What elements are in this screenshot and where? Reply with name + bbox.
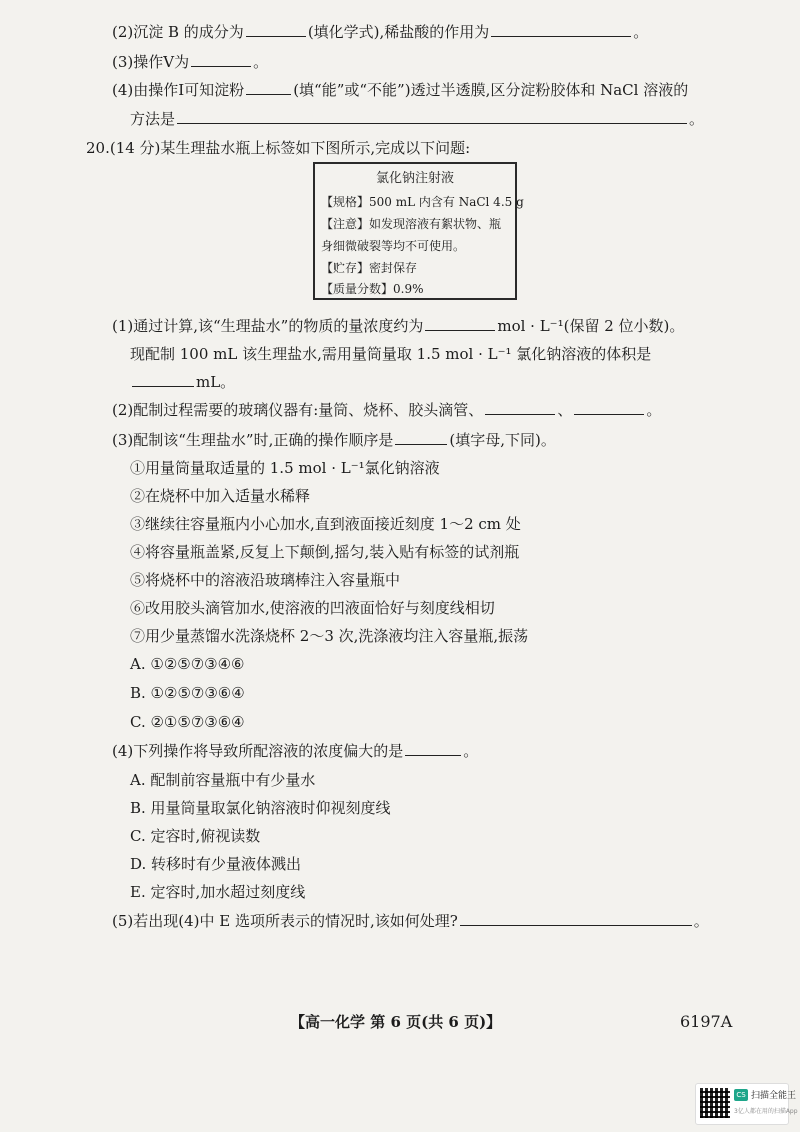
answer-blank[interactable]	[246, 22, 306, 37]
answer-blank[interactable]	[491, 22, 631, 37]
q20-part1-line3: mL。	[130, 372, 235, 392]
step-item: ⑤将烧杯中的溶液沿玻璃棒注入容量瓶中	[130, 571, 401, 589]
q20-part1-line: (1)通过计算,该“生理盐水”的物质的量浓度约为 mol · L⁻¹(保留 2 位小数)。	[112, 317, 685, 335]
answer-blank[interactable]	[425, 316, 495, 331]
q20-part3-line: (3)配制该“生理盐水”时,正确的操作顺序是 (填字母,下同)。	[112, 431, 556, 449]
label-title: 氯化钠注射液	[375, 171, 454, 186]
answer-blank[interactable]	[191, 52, 251, 67]
q20-part2-line: (2)配制过程需要的玻璃仪器有:量筒、烧杯、胶头滴管、 、 。	[112, 401, 662, 419]
answer-blank[interactable]	[405, 741, 461, 756]
answer-blank[interactable]	[177, 109, 687, 124]
label-note-line2: 身细微破裂等均不可使用。	[321, 239, 466, 253]
q20-part1-line2: 现配制 100 mL 该生理盐水,需用量筒量取 1.5 mol · L⁻¹ 氯化钠溶液的体积是	[130, 345, 652, 363]
step-item: ⑦用少量蒸馏水洗涤烧杯 2～3 次,洗涤液均注入容量瓶,振荡	[130, 627, 529, 645]
option-item: A. 配制前容量瓶中有少量水	[130, 771, 316, 789]
page-footer-title: 【高一化学 第 6 页(共 6 页)】	[290, 1013, 502, 1031]
camscanner-logo-icon: CS	[734, 1089, 748, 1101]
step-item: ②在烧杯中加入适量水稀释	[130, 487, 311, 505]
option-item: D. 转移时有少量液体溅出	[130, 855, 302, 873]
option-item: E. 定容时,加水超过刻度线	[130, 883, 306, 901]
option-item: B. ①②⑤⑦③⑥④	[130, 684, 245, 702]
q19-part4-text: (4)由操作Ⅰ可知淀粉	[112, 81, 245, 99]
q20-part4-line: (4)下列操作将导致所配溶液的浓度偏大的是 。	[112, 742, 479, 760]
q19-part2-text: (2)沉淀 B 的成分为	[112, 23, 244, 41]
q19-part4-line2: 方法是 。	[130, 110, 705, 128]
step-item: ③继续往容量瓶内小心加水,直到液面接近刻度 1～2 cm 处	[130, 515, 521, 533]
qr-code-icon	[700, 1088, 730, 1118]
step-item: ④将容量瓶盖紧,反复上下颠倒,摇匀,装入贴有标签的试剂瓶	[130, 543, 520, 561]
answer-blank[interactable]	[395, 430, 447, 445]
scanner-watermark	[695, 1083, 798, 1125]
paper-code: 6197A	[680, 1012, 733, 1031]
scanner-app-name: 扫描全能王	[751, 1091, 797, 1101]
q19-part3-line: (3)操作Ⅴ为 。	[112, 53, 269, 71]
q20-part5-line: (5)若出现(4)中 E 选项所表示的情况时,该如何处理? 。	[112, 912, 709, 930]
step-item: ⑥改用胶头滴管加水,使溶液的凹液面恰好与刻度线相切	[130, 599, 495, 617]
answer-blank[interactable]	[574, 400, 644, 415]
option-item: A. ①②⑤⑦③④⑥	[130, 655, 245, 673]
label-spec: 【规格】500 mL 内含有 NaCl 4.5 g	[321, 195, 524, 209]
saline-label-box	[313, 162, 524, 300]
option-item: C. ②①⑤⑦③⑥④	[130, 713, 245, 731]
label-mass-fraction: 【质量分数】0.9%	[321, 282, 424, 296]
label-storage: 【贮存】密封保存	[321, 261, 418, 275]
answer-blank[interactable]	[460, 911, 692, 926]
answer-blank[interactable]	[485, 400, 555, 415]
q19-part2-text: (填化学式),稀盐酸的作用为	[307, 23, 490, 41]
step-item: ①用量筒量取适量的 1.5 mol · L⁻¹氯化钠溶液	[130, 459, 440, 477]
q19-part4-text: (填“能”或“不能”)透过半透膜,区分淀粉胶体和 NaCl 溶液的	[293, 81, 689, 99]
answer-blank[interactable]	[132, 372, 194, 387]
option-item: B. 用量筒量取氯化钠溶液时仰视刻度线	[130, 799, 391, 817]
option-item: C. 定容时,俯视读数	[130, 827, 261, 845]
answer-blank[interactable]	[246, 80, 291, 95]
q19-part2-line: (2)沉淀 B 的成分为 (填化学式),稀盐酸的作用为 。	[112, 23, 649, 41]
label-note-line1: 【注意】如发现溶液有絮状物、瓶	[321, 217, 502, 231]
scanner-tagline: 3亿人都在用的扫描App	[734, 1108, 798, 1115]
q19-part4-line	[112, 80, 688, 100]
q20-header: 20.(14 分)某生理盐水瓶上标签如下图所示,完成以下问题:	[86, 139, 471, 157]
q19-part3-text: (3)操作Ⅴ为	[112, 53, 190, 71]
